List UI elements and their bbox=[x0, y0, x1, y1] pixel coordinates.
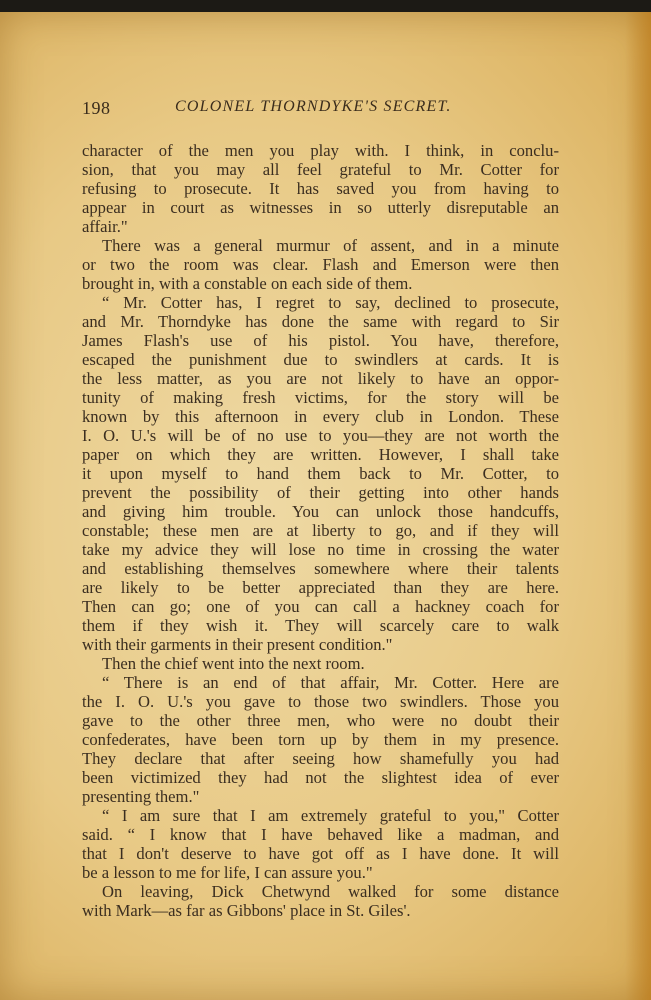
text-line: refusing to prosecute. It has saved you from having to bbox=[82, 179, 559, 198]
text-line: Then can go; one of you can call a hackney coach for bbox=[82, 597, 559, 616]
text-line: and giving him trouble. You can unlock those handcuffs, bbox=[82, 502, 559, 521]
text-line: On leaving, Dick Chetwynd walked for some distance bbox=[102, 882, 559, 901]
text-line: take my advice they will lose no time in crossing the water bbox=[82, 540, 559, 559]
text-line: known by this afternoon in every club in London. These bbox=[82, 407, 559, 426]
book-page bbox=[0, 12, 651, 1000]
page-number: 198 bbox=[82, 98, 111, 118]
text-line: constable; these men are at liberty to go, and if they will bbox=[82, 521, 559, 540]
running-title: COLONEL THORNDYKE'S SECRET. bbox=[175, 98, 452, 115]
text-line: They declare that after seeing how shamefully you had bbox=[82, 749, 559, 768]
text-line: presenting them." bbox=[82, 787, 200, 806]
text-line: with their garments in their present condition." bbox=[82, 635, 393, 654]
text-line: be a lesson to me for life, I can assure you." bbox=[82, 863, 373, 882]
text-line: affair." bbox=[82, 217, 128, 236]
text-line: brought in, with a constable on each side of them. bbox=[82, 274, 413, 293]
text-line: or two the room was clear. Flash and Emerson were then bbox=[82, 255, 559, 274]
text-line: said. “ I know that I have behaved like a madman, and bbox=[82, 825, 559, 844]
page-header bbox=[82, 98, 502, 122]
text-line: and establishing themselves somewhere where their talents bbox=[82, 559, 559, 578]
text-line: “ I am sure that I am extremely grateful to you," Cotter bbox=[102, 806, 559, 825]
text-line: There was a general murmur of assent, and in a minute bbox=[102, 236, 559, 255]
text-line: paper on which they are written. However, I shall take bbox=[82, 445, 559, 464]
text-line: the I. O. U.'s you gave to those two swindlers. Those you bbox=[82, 692, 559, 711]
text-line: appear in court as witnesses in so utterly disreputable an bbox=[82, 198, 559, 217]
text-line: it upon myself to hand them back to Mr. Cotter, to bbox=[82, 464, 559, 483]
text-line: and Mr. Thorndyke has done the same with regard to Sir bbox=[82, 312, 559, 331]
text-line: been victimized they had not the slightest idea of ever bbox=[82, 768, 559, 787]
page-body-text bbox=[82, 141, 559, 920]
text-line: escaped the punishment due to swindlers at cards. It is bbox=[82, 350, 559, 369]
text-line: tunity of making fresh victims, for the story will be bbox=[82, 388, 559, 407]
text-line: James Flash's use of his pistol. You have, therefore, bbox=[82, 331, 559, 350]
text-line: sion, that you may all feel grateful to Mr. Cotter for bbox=[82, 160, 559, 179]
text-line: confederates, have been torn up by them in my presence. bbox=[82, 730, 559, 749]
text-line: Then the chief went into the next room. bbox=[102, 654, 365, 673]
text-line: character of the men you play with. I think, in conclu- bbox=[82, 141, 559, 160]
text-line: them if they wish it. They will scarcely care to walk bbox=[82, 616, 559, 635]
text-line: that I don't deserve to have got off as I have done. It will bbox=[82, 844, 559, 863]
text-line: I. O. U.'s will be of no use to you—they are not worth the bbox=[82, 426, 559, 445]
text-line: “ There is an end of that affair, Mr. Cotter. Here are bbox=[102, 673, 559, 692]
text-line: prevent the possibility of their getting into other hands bbox=[82, 483, 559, 502]
text-line: with Mark—as far as Gibbons' place in St. Giles'. bbox=[82, 901, 411, 920]
text-line: “ Mr. Cotter has, I regret to say, declined to prosecute, bbox=[102, 293, 559, 312]
text-line: gave to the other three men, who were no doubt their bbox=[82, 711, 559, 730]
text-line: the less matter, as you are not likely to have an oppor- bbox=[82, 369, 559, 388]
text-line: are likely to be better appreciated than they are here. bbox=[82, 578, 559, 597]
